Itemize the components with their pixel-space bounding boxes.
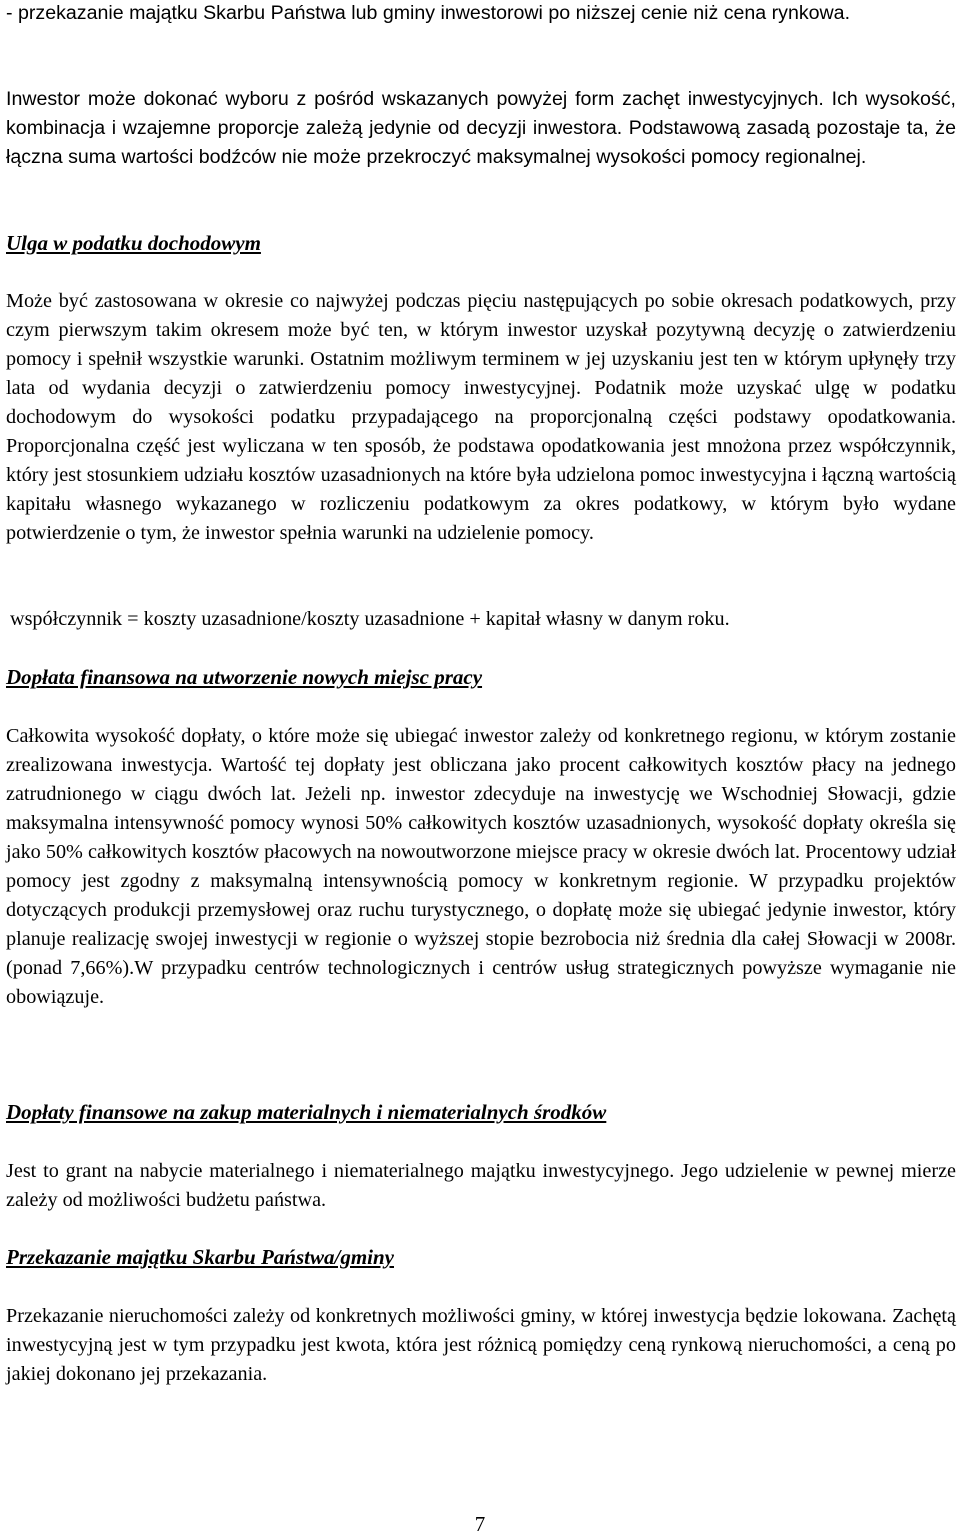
tax-relief-paragraph: Może być zastosowana w okresie co najwyżej podczas pięciu następujących po sobie okresach podatkowych, przy czym pierwszym takim okresem może być ten, w którym inwestor uzyskał pozytywną decyzję o zatwierdzeniu pomocy i spełnił wszystkie warunki. Ostatnim możliwym terminem w jej uzyskaniu jest ten w którym upłynęły trzy lata od wydania decyzji o zatwierdzeniu pomocy inwestycyjnej. Podatnik może uzyskać ulgę w podatku dochodowym do wysokości podatku przypadającego na proporcjonalną części podstawy opodatkowania. Proporcjonalna część jest wyliczana w ten sposób, że podstawa opodatkowania jest mnożona przez współczynnik, który jest stosunkiem udziału kosztów uzasadnionych na które była udzielona pomoc inwestycyjna i łączną wartością kapitału własnego wykazanego w rozliczeniu podatkowym za okres podatkowy, w którym było wydane potwierdzenie o tym, że inwestor spełnia warunki na udzielenie pomocy. [6,290,956,544]
coefficient-formula: współczynnik = koszty uzasadnione/koszty uzasadnione + kapitał własny w danym roku. [10,608,730,630]
section-heading-asset-grants: Dopłaty finansowe na zakup materialnych i niematerialnych środków [6,1100,607,1124]
section-heading-property-transfer: Przekazanie majątku Skarbu Państwa/gminy [6,1245,394,1269]
job-creation-subsidy-paragraph: Całkowita wysokość dopłaty, o które może się ubiegać inwestor zależy od konkretnego regionu, w którym zostanie zrealizowana inwestycja. Wartość tej dopłaty jest obliczana jako procent całkowitych kosztów płacy na jednego zatrudnionego w ciągu dwóch lat. Jeżeli np. inwestor zdecyduje na inwestycję we Wschodniej Słowacji, gdzie maksymalna intensywność pomocy wynosi 50% całkowitych kosztów uzasadnionych, wysokość dopłaty określa się jako 50% całkowitych kosztów płacowych na nowoutworzone miejsce pracy w okresie dwóch lat. Procentowy udział pomocy jest zgodny z maksymalną intensywnością pomocy w konkretnym regionie. W przypadku projektów dotyczących produkcji przemysłowej oraz ruchu turystycznego, o dopłatę może się ubiegać jedynie inwestor, który planuje realizację swojej inwestycji w regionie o wyższej stopie bezrobocia niż średnia dla całej Słowacji w 2008r. (ponad 7,66%).W przypadku centrów technologicznych i centrów usług strategicznych powyższe wymaganie nie obowiązuje. [6,725,956,1008]
asset-grants-paragraph: Jest to grant na nabycie materialnego i niematerialnego majątku inwestycyjnego. Jego udzielenie w pewnej mierze zależy od możliwości budżetu państwa. [6,1160,956,1211]
section-heading-job-creation-subsidy: Dopłata finansowa na utworzenie nowych miejsc pracy [6,665,483,689]
investor-choice-paragraph: Inwestor może dokonać wyboru z pośród wskazanych powyżej form zachęt inwestycyjnych. Ich wysokość, kombinacja i wzajemne proporcje zależą jedynie od decyzji inwestora. Podstawową zasadą pozostaje ta, że łączna suma wartości bodźców nie może przekroczyć maksymalnej wysokości pomocy regionalnej. [6,88,956,168]
section-heading-tax-relief: Ulga w podatku dochodowym [6,231,261,255]
page-number: 7 [474,1512,486,1536]
property-transfer-paragraph: Przekazanie nieruchomości zależy od konkretnych możliwości gminy, w której inwestycja będzie lokowana. Zachętą inwestycyjną jest w tym przypadku jest kwota, która jest różnicą pomiędzy ceną rynkową nieruchomości, a ceną po jakiej dokonano jej przekazania. [6,1305,956,1385]
intro-paragraph: - przekazanie majątku Skarbu Państwa lub gminy inwestorowi po niższej cenie niż cena rynkowa. [6,2,851,24]
